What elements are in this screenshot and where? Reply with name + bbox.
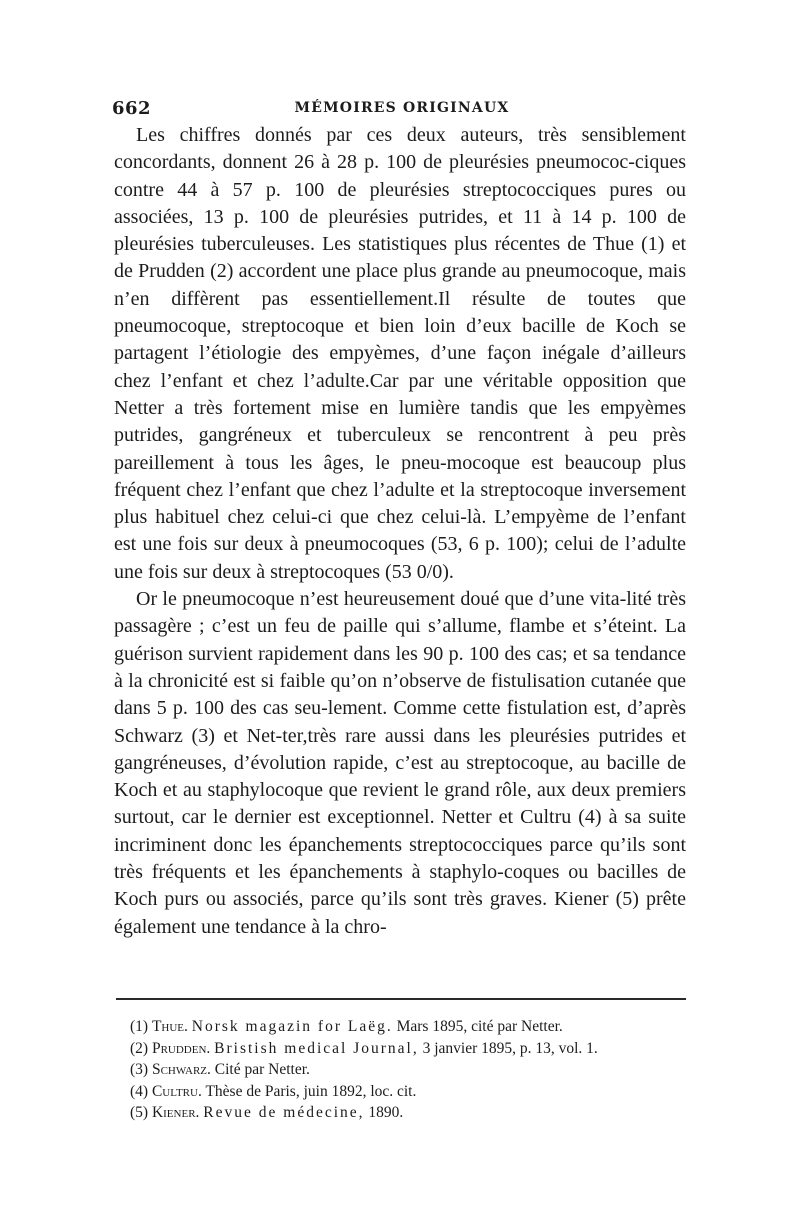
footnote-number: (5) xyxy=(130,1104,149,1121)
footnote xyxy=(130,1016,690,1038)
footnote xyxy=(130,1081,690,1103)
footnote-number: (3) xyxy=(130,1061,149,1078)
footnote-number: (4) xyxy=(130,1082,149,1100)
body-text xyxy=(114,122,686,941)
footnote-author: Cultru. xyxy=(151,1082,202,1100)
footnote-detail: Thèse de Paris, juin 1892, loc. cit. xyxy=(205,1082,417,1100)
footnote-author: Thue. xyxy=(151,1018,188,1035)
footnote-detail: Cité par Netter. xyxy=(214,1061,310,1078)
footnote xyxy=(130,1102,690,1124)
footnotes xyxy=(130,1016,690,1124)
page-number: 662 xyxy=(112,98,152,119)
footnote-work: Norsk magazin for Laëg. xyxy=(191,1018,393,1035)
footnote-author: Kiener. xyxy=(151,1104,200,1121)
footnote-divider xyxy=(116,998,686,1000)
page-header xyxy=(112,98,692,122)
footnote-work: Bristish medical Journal, xyxy=(214,1039,419,1057)
footnote-number: (2) xyxy=(130,1039,149,1057)
footnote-detail: 1890. xyxy=(368,1104,404,1121)
running-title: MÉMOIRES ORIGINAUX xyxy=(294,100,510,116)
footnote xyxy=(130,1038,690,1060)
footnote-detail: Mars 1895, cité par Netter. xyxy=(396,1018,563,1035)
footnote-work: Revue de médecine, xyxy=(203,1104,365,1121)
footnote-author: Schwarz. xyxy=(151,1061,211,1078)
footnote-author: Prudden. xyxy=(151,1039,211,1057)
footnote-detail: 3 janvier 1895, p. 13, vol. 1. xyxy=(422,1039,598,1057)
paragraph: Or le pneumocoque n’est heureusement doué que d’une vita-lité très passagère ; c’est un feu de paille qui s’allume, flambe et s’éteint. La guérison survient rapidement dans les 90 p. 100 des cas; et sa tendance à la chronicité est si faible qu’on n’observe de fistulisation cutanée que dans 5 p. 100 des cas seu-lement. Comme cette fistulation est, d’après Schwarz (3) et Net-ter,très rare aussi dans les pleurésies putrides et gangréneuses, d’évolution rapide, c’est au streptocoque, au bacille de Koch et au staphylocoque que revient le grand rôle, aux deux premiers surtout, car le dernier est exceptionnel. Netter et Cultru (4) à sa suite incriminent donc les épanchements streptococciques parce qu’ils sont très fréquents et les épanchements à staphylo-coques ou bacilles de Koch purs ou associés, parce qu’ils sont très graves. Kiener (5) prête également une tendance à la chro- xyxy=(114,588,686,938)
footnote xyxy=(130,1059,690,1081)
footnote-number: (1) xyxy=(130,1018,149,1035)
paragraph: Les chiffres donnés par ces deux auteurs, très sensiblement concordants, donnent 26 à 28 p. 100 de pleurésies pneumococ-ciques contre 44 à 57 p. 100 de pleurésies streptococciques pures ou associées, 13 p. 100 de pleurésies putrides, et 11 à 14 p. 100 de pleurésies tuberculeuses. Les statistiques plus récentes de Thue (1) et de Prudden (2) accordent une place plus grande au pneumocoque, mais n’en diffèrent pas essentiellement.Il résulte de toutes que pneumocoque, streptocoque et bien loin d’eux bacille de Koch se partagent l’étiologie des empyèmes, d’une façon inégale d’ailleurs chez l’enfant et chez l’adulte.Car par une véritable opposition que Netter a très fortement mise en lumière tandis que les empyèmes putrides, gangréneux et tuberculeux se rencontrent à peu près pareillement à tous les âges, le pneu-mocoque est beaucoup plus fréquent chez l’enfant que chez l’adulte et la streptocoque inversement plus habituel chez celui-ci que chez celui-là. L’empyème de l’enfant est une fois sur deux à pneumocoques (53, 6 p. 100); celui de l’adulte une fois sur deux à streptocoques (53 0/0). xyxy=(114,124,686,583)
